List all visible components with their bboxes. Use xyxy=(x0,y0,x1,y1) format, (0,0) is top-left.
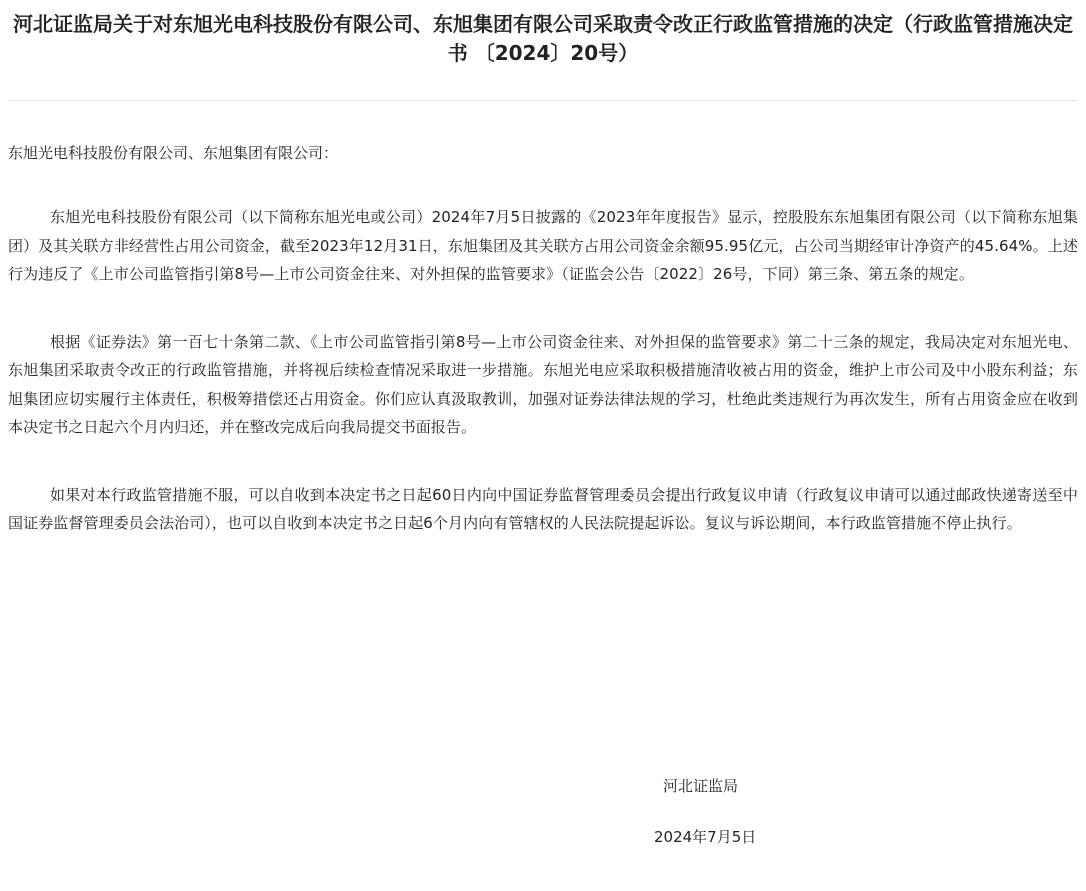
salutation: 东旭光电科技股份有限公司、东旭集团有限公司： xyxy=(8,144,339,162)
issue-date: 2024年7月5日 xyxy=(654,828,757,846)
title-divider xyxy=(8,100,1078,101)
body-paragraph-3: 如果对本行政监管措施不服，可以自收到本决定书之日起60日内向中国证券监督管理委员会提出行政复议申请（行政复议申请可以通过邮政快递寄送至中国证券监督管理委员会法治司），也可以自收到本决定书之日起6个月内向有管辖权的人民法院提起诉讼。复议与诉讼期间，本行政监管措施不停止执行。 xyxy=(8,485,1078,532)
body-paragraph-2: 根据《证券法》第一百七十条第二款、《上市公司监管指引第8号—上市公司资金往来、对外担保的监管要求》第二十三条的规定，我局决定对东旭光电、东旭集团采取责令改正的行政监管措施，并将视后续检查情况采取进一步措施。东旭光电应采取积极措施清收被占用的资金，维护上市公司及中小股东利益；东旭集团应切实履行主体责任，积极筹措偿还占用资金。你们应认真汲取教训，加强对证券法律法规的学习，杜绝此类违规行为再次发生，所有占用资金应在收到本决定书之日起六个月内归还，并在整改完成后向我局提交书面报告。 xyxy=(8,332,1078,436)
document-title: 河北证监局关于对东旭光电科技股份有限公司、东旭集团有限公司采取责令改正行政监管措施的决定（行政监管措施决定书 〔2024〕20号） xyxy=(13,12,1073,65)
body-paragraph-1: 东旭光电科技股份有限公司（以下简称东旭光电或公司）2024年7月5日披露的《2023年年度报告》显示，控股股东东旭集团有限公司（以下简称东旭集团）及其关联方非经营性占用公司资金，截至2023年12月31日，东旭集团及其关联方占用公司资金余额95.95亿元，占公司当期经审计净资产的45.64%。上述行为违反了《上市公司监管指引第8号—上市公司资金往来、对外担保的监管要求》（证监会公告〔2022〕26号，下同）第三条、第五条的规定。 xyxy=(8,208,1078,283)
issuer-signature: 河北证监局 xyxy=(663,777,739,795)
